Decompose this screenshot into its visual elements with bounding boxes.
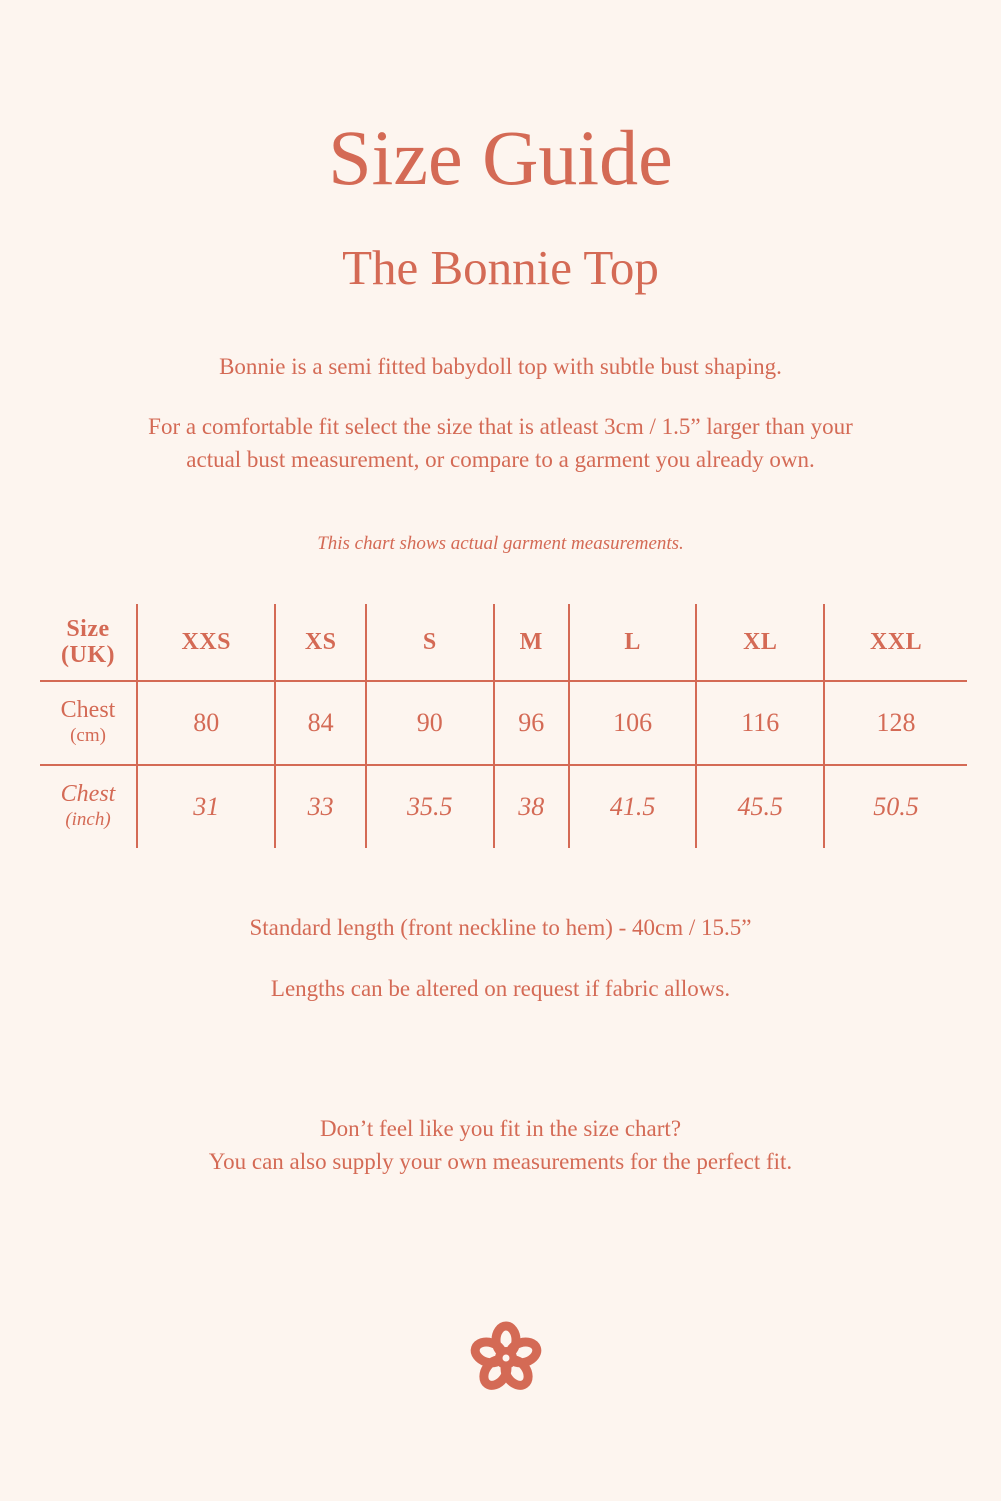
chest-inch-label	[40, 765, 137, 848]
flower-icon	[466, 1318, 546, 1398]
page-title: Size Guide	[328, 114, 673, 201]
size-xxs: XXS	[137, 604, 275, 681]
chest-inch-unit: (inch)	[65, 809, 111, 830]
chest-inch-s: 35.5	[366, 765, 494, 848]
chest-inch-xxl: 50.5	[824, 765, 967, 848]
standard-length: Standard length (front neckline to hem) - 40cm / 15.5”	[249, 915, 752, 940]
chest-cm-xxl: 128	[824, 681, 967, 765]
chest-cm-label	[40, 681, 137, 765]
chest-cm-xs: 84	[275, 681, 366, 765]
size-m: M	[494, 604, 569, 681]
chest-cm-xl: 116	[696, 681, 824, 765]
size-s: S	[366, 604, 494, 681]
chest-cm-m: 96	[494, 681, 569, 765]
intro-fit-advice-line2: actual bust measurement, or compare to a garment you already own.	[186, 447, 815, 472]
chest-inch-m: 38	[494, 765, 569, 848]
chest-inch-xs: 33	[275, 765, 366, 848]
closing-question: Don’t feel like you fit in the size chart?	[319, 1116, 682, 1141]
chest-inch-xl: 45.5	[696, 765, 824, 848]
chest-inch-xxs: 31	[137, 765, 275, 848]
size-xl: XL	[696, 604, 824, 681]
chest-cm-label-text: Chest	[60, 697, 116, 723]
intro-description: Bonnie is a semi fitted babydoll top with subtle bust shaping.	[219, 354, 782, 379]
size-table	[40, 604, 967, 848]
chest-cm-row	[40, 681, 967, 765]
chest-cm-s: 90	[366, 681, 494, 765]
size-header-label	[40, 604, 137, 681]
size-xxl: XXL	[824, 604, 967, 681]
chest-cm-xxs: 80	[137, 681, 275, 765]
size-header-label-line1: Size	[66, 616, 110, 642]
chest-inch-label-text: Chest	[60, 781, 116, 807]
intro-fit-advice-line1: For a comfortable fit select the size that is atleast 3cm / 1.5” larger than your	[148, 414, 853, 439]
length-alteration-note: Lengths can be altered on request if fabric allows.	[270, 976, 731, 1001]
chest-cm-unit: (cm)	[70, 725, 106, 746]
product-name: The Bonnie Top	[342, 240, 659, 295]
chest-inch-row	[40, 765, 967, 848]
chest-cm-l: 106	[569, 681, 697, 765]
chest-inch-l: 41.5	[569, 765, 697, 848]
closing-custom-measurements: You can also supply your own measurements for the perfect fit.	[208, 1149, 793, 1174]
size-header-label-line2: (UK)	[61, 642, 115, 668]
size-xs: XS	[275, 604, 366, 681]
chart-note: This chart shows actual garment measurements.	[317, 533, 684, 554]
size-header-row	[40, 604, 967, 681]
size-l: L	[569, 604, 697, 681]
